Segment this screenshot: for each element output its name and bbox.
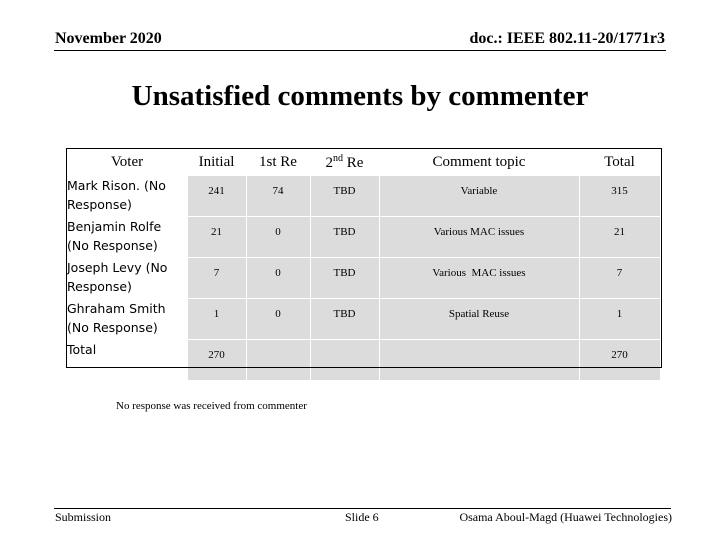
- col-header-topic: Comment topic: [379, 149, 579, 176]
- cell-first-re: [246, 340, 310, 381]
- cell-second-re: TBD: [310, 299, 379, 340]
- cell-first-re: 0: [246, 217, 310, 258]
- col-header-total: Total: [579, 149, 660, 176]
- cell-total: 1: [579, 299, 660, 340]
- table-row: [67, 299, 660, 340]
- second-re-sup: nd: [333, 152, 344, 164]
- second-re-tail: Re: [343, 154, 364, 171]
- cell-first-re: 74: [246, 176, 310, 217]
- cell-total: 7: [579, 258, 660, 299]
- cell-total: 315: [579, 176, 660, 217]
- col-header-first-re: 1st Re: [246, 149, 310, 176]
- footnote: No response was received from commenter: [116, 400, 307, 412]
- col-header-initial: Initial: [187, 149, 246, 176]
- cell-voter: Joseph Levy (No Response): [67, 258, 187, 299]
- comments-table: [67, 149, 661, 381]
- cell-topic: Various MAC issues: [379, 217, 579, 258]
- cell-voter: Total: [67, 340, 187, 381]
- cell-second-re: [310, 340, 379, 381]
- col-header-second-re: [310, 149, 379, 176]
- header-doc-id: doc.: IEEE 802.11-20/1771r3: [469, 30, 665, 47]
- table-row: [67, 176, 660, 217]
- cell-second-re: TBD: [310, 258, 379, 299]
- cell-total: 270: [579, 340, 660, 381]
- cell-initial: 21: [187, 217, 246, 258]
- table-header-row: [67, 149, 660, 176]
- cell-total: 21: [579, 217, 660, 258]
- cell-initial: 270: [187, 340, 246, 381]
- slide-title: Unsatisfied comments by commenter: [131, 80, 589, 112]
- footer-submission: Submission: [55, 510, 112, 524]
- table-row: [67, 217, 660, 258]
- cell-first-re: 0: [246, 299, 310, 340]
- cell-topic: [379, 340, 579, 381]
- header-divider: [54, 50, 666, 51]
- cell-topic: Spatial Reuse: [379, 299, 579, 340]
- header-date: November 2020: [55, 30, 162, 47]
- cell-initial: 1: [187, 299, 246, 340]
- cell-initial: 7: [187, 258, 246, 299]
- cell-first-re: 0: [246, 258, 310, 299]
- footer-author: Osama Aboul-Magd (Huawei Technologies): [459, 510, 672, 524]
- cell-voter: Mark Rison. (No Response): [67, 176, 187, 217]
- cell-voter: Ghraham Smith (No Response): [67, 299, 187, 340]
- table-total-row: [67, 340, 660, 381]
- table-row: [67, 258, 660, 299]
- col-header-voter: Voter: [67, 149, 187, 176]
- cell-voter: Benjamin Rolfe (No Response): [67, 217, 187, 258]
- second-re-base: 2: [325, 154, 334, 171]
- cell-second-re: TBD: [310, 176, 379, 217]
- cell-second-re: TBD: [310, 217, 379, 258]
- footer-divider: [54, 508, 671, 509]
- cell-topic: Various MAC issues: [379, 258, 579, 299]
- cell-initial: 241: [187, 176, 246, 217]
- cell-topic: Variable: [379, 176, 579, 217]
- footer-slide-number: Slide 6: [345, 510, 379, 524]
